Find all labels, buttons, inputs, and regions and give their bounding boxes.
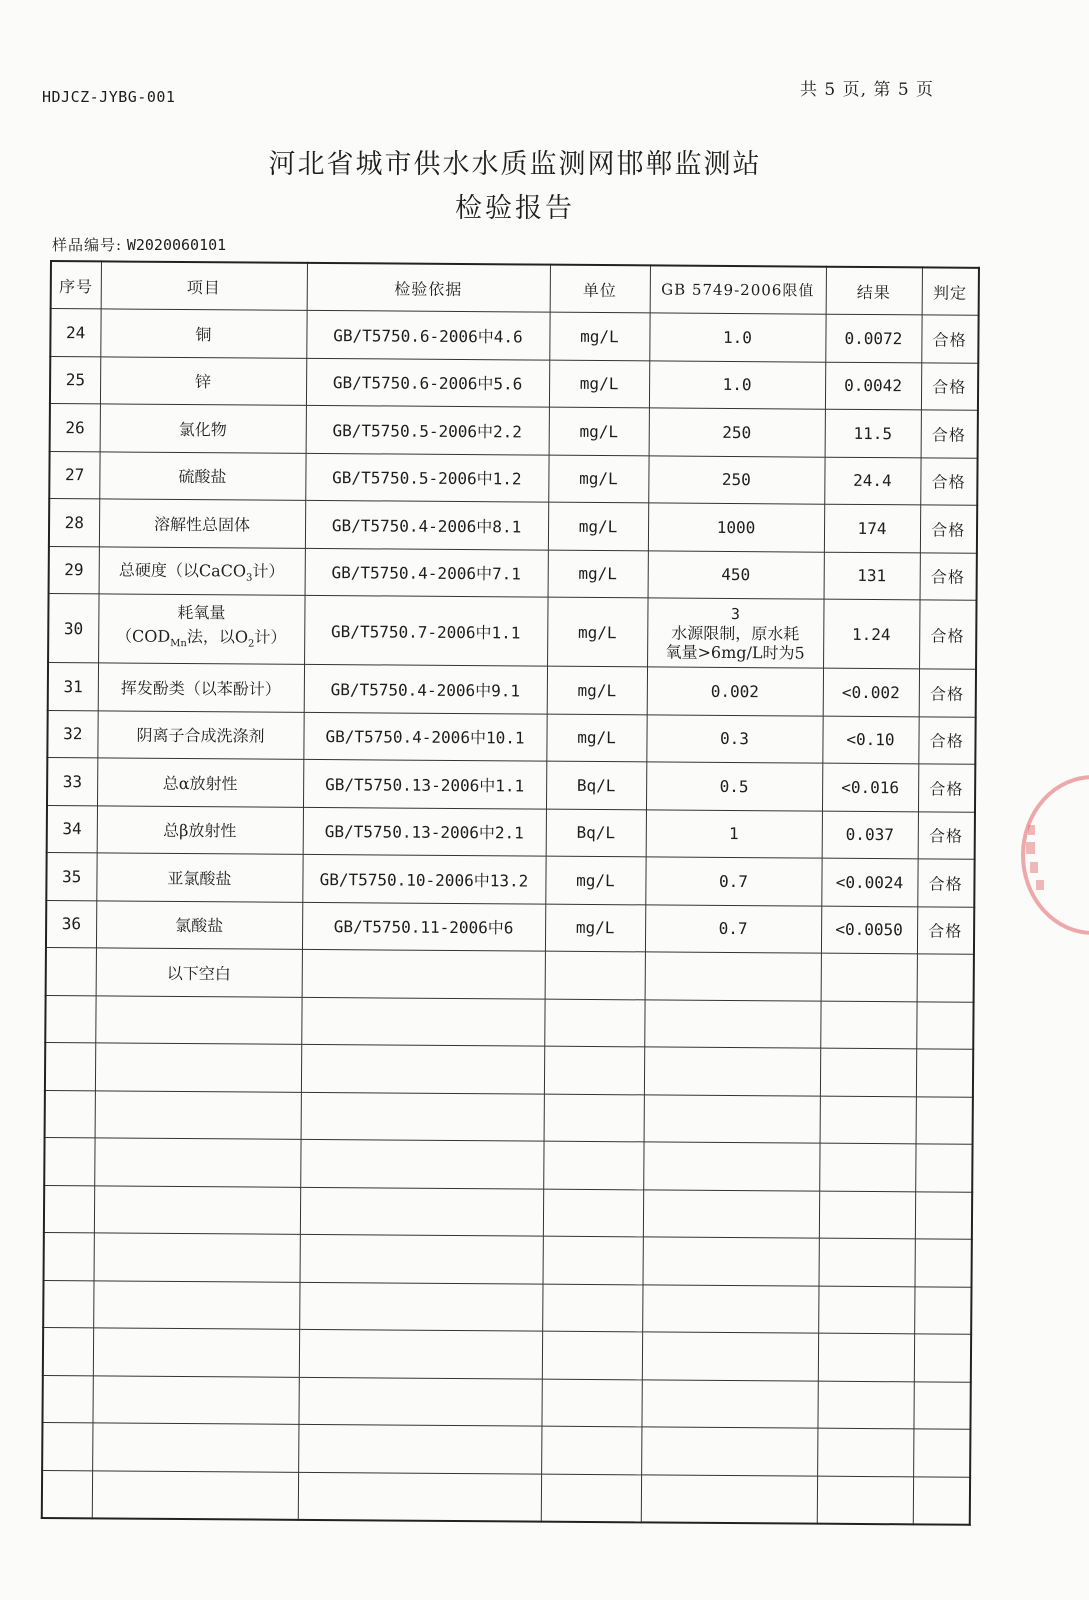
row-index: 34 — [47, 805, 97, 853]
row-judgement: 合格 — [921, 410, 978, 458]
row-item — [99, 546, 305, 595]
blank-cell — [92, 1470, 298, 1520]
blank-cell — [298, 1377, 541, 1426]
table-row — [49, 546, 977, 600]
row-index: 28 — [49, 499, 99, 547]
row-item: 锌 — [100, 356, 306, 405]
row-item: 挥发酚类（以苯酚计） — [98, 663, 304, 712]
blank-cell — [95, 1043, 301, 1092]
sample-number — [52, 234, 226, 255]
row-limit: 0.7 — [645, 904, 821, 953]
row-judgement: 合格 — [918, 764, 975, 812]
row-judgement: 合格 — [917, 859, 974, 907]
blank-cell — [543, 1236, 643, 1284]
blank-cell — [545, 951, 645, 999]
blank-cell — [917, 954, 974, 1002]
seal-mark — [1030, 862, 1038, 873]
row-unit: mg/L — [549, 360, 649, 408]
row-unit: mg/L — [547, 597, 648, 667]
blank-cell — [300, 1139, 543, 1188]
row-result: 0.0042 — [825, 362, 921, 410]
item-line: 耗氧量 — [177, 603, 226, 623]
row-judgement: 合格 — [918, 811, 975, 859]
row-unit: mg/L — [546, 714, 646, 762]
empty-row — [43, 1280, 971, 1334]
results-table — [41, 260, 980, 1526]
table-row — [47, 710, 975, 764]
blank-cell — [914, 1239, 971, 1287]
empty-row — [42, 1422, 970, 1476]
blank-cell — [913, 1429, 970, 1477]
row-index: 26 — [50, 404, 100, 452]
table-row — [49, 451, 977, 505]
blank-cell — [914, 1334, 971, 1382]
empty-row — [43, 1327, 971, 1381]
blank-cell — [544, 999, 644, 1047]
row-index: 29 — [49, 546, 99, 594]
seal-ring — [1023, 777, 1089, 933]
blank-cell — [818, 1333, 914, 1381]
blank-cell — [641, 1379, 817, 1428]
blank-cell — [820, 1096, 916, 1144]
row-item: 硫酸盐 — [99, 451, 305, 500]
blank-cell — [46, 947, 96, 995]
row-item: 氯化物 — [100, 404, 306, 453]
row-limit: 0.7 — [645, 857, 821, 906]
row-basis: GB/T5750.5-2006中1.2 — [305, 453, 548, 502]
row-unit: Bq/L — [546, 809, 646, 857]
row-limit: 0.5 — [646, 762, 822, 811]
item-text: 计） — [252, 561, 285, 581]
empty-row — [42, 1470, 970, 1525]
item-text: （COD — [115, 626, 171, 647]
row-result: 0.0072 — [825, 314, 921, 362]
row-limit: 1000 — [648, 503, 824, 552]
row-limit: 1 — [646, 809, 822, 858]
blank-cell — [92, 1375, 298, 1424]
row-item — [98, 594, 305, 665]
header-basis: 检验依据 — [307, 263, 550, 312]
limit-line: 3 — [730, 604, 741, 623]
header-unit: 单位 — [550, 265, 650, 313]
blank-cell — [644, 1047, 820, 1096]
blank-cell — [42, 1470, 92, 1518]
blank-cell — [542, 1331, 642, 1379]
item-text: 计） — [254, 627, 287, 648]
blank-cell — [644, 999, 820, 1048]
item-subscript: Mn — [170, 638, 187, 650]
blank-cell — [819, 1143, 915, 1191]
row-item: 总α放射性 — [97, 758, 303, 807]
row-index: 32 — [47, 710, 97, 758]
row-result: 11.5 — [825, 409, 921, 457]
blank-cell — [93, 1280, 299, 1329]
blank-cell — [915, 1144, 972, 1192]
empty-row — [45, 995, 973, 1049]
blank-cell — [299, 1329, 542, 1378]
header-item: 项目 — [101, 261, 307, 310]
row-limit: 250 — [649, 408, 825, 457]
header-result: 结果 — [826, 267, 922, 315]
row-item: 铜 — [100, 309, 306, 358]
row-unit: mg/L — [548, 550, 648, 598]
row-basis: GB/T5750.7-2006中1.1 — [304, 595, 547, 666]
row-result: 0.037 — [822, 811, 918, 859]
table-row — [46, 900, 974, 954]
limit-line: 氧量>6mg/L时为5 — [665, 642, 805, 663]
table-row — [50, 404, 978, 458]
table-row — [50, 309, 978, 363]
item-subscript: 2 — [247, 639, 255, 651]
row-limit: 250 — [648, 455, 824, 504]
blank-cell — [302, 949, 545, 998]
empty-row — [44, 1185, 972, 1239]
row-item: 氯酸盐 — [96, 900, 302, 949]
blank-cell — [915, 1191, 972, 1239]
blank-cell — [820, 1001, 916, 1049]
blank-cell — [819, 1238, 915, 1286]
table-row — [48, 662, 976, 716]
row-limit: 1.0 — [649, 360, 825, 409]
blank-cell — [43, 1280, 93, 1328]
blank-cell — [42, 1422, 92, 1470]
blank-cell — [821, 953, 917, 1001]
row-result: <0.0024 — [821, 858, 917, 906]
seal-outer-ring — [1023, 777, 1089, 933]
row-judgement: 合格 — [919, 669, 976, 717]
row-item: 阴离子合成洗涤剂 — [97, 710, 303, 759]
blank-cell — [543, 1189, 643, 1237]
blank-cell — [819, 1191, 915, 1239]
blank-cell — [544, 1094, 644, 1142]
seal-mark — [1028, 825, 1035, 835]
item-subscript: 3 — [246, 572, 253, 584]
empty-row — [45, 1042, 973, 1096]
blank-cell — [916, 1049, 973, 1097]
seal-marks — [1026, 825, 1044, 890]
blank-cell — [644, 1094, 820, 1143]
blank-cell — [645, 952, 821, 1001]
table-row — [47, 757, 975, 811]
blank-cell — [300, 1234, 543, 1283]
blank-cell — [817, 1428, 913, 1476]
row-judgement: 合格 — [917, 906, 974, 954]
row-result: <0.002 — [823, 668, 919, 716]
row-unit: Bq/L — [546, 761, 646, 809]
blank-cell — [641, 1474, 817, 1523]
row-index: 27 — [49, 451, 99, 499]
table-row — [49, 499, 977, 553]
row-basis: GB/T5750.13-2006中1.1 — [303, 759, 546, 808]
row-judgement: 合格 — [920, 552, 977, 600]
blank-cell — [301, 1044, 544, 1093]
blank-cell — [94, 1138, 300, 1187]
blank-cell — [914, 1286, 971, 1334]
blank-cell — [913, 1476, 970, 1524]
row-limit: 450 — [648, 550, 824, 599]
row-limit: 0.3 — [646, 714, 822, 763]
table-row — [48, 593, 976, 669]
row-basis: GB/T5750.10-2006中13.2 — [302, 854, 545, 903]
blank-cell — [45, 1090, 95, 1138]
row-judgement: 合格 — [919, 600, 977, 669]
blank-note-row — [46, 947, 974, 1001]
blank-cell — [641, 1427, 817, 1476]
row-limit — [647, 598, 824, 668]
row-unit: mg/L — [545, 856, 645, 904]
row-basis: GB/T5750.11-2006中6 — [302, 902, 545, 951]
blank-cell — [300, 1187, 543, 1236]
blank-cell — [301, 1092, 544, 1141]
row-unit: mg/L — [545, 904, 645, 952]
row-index: 36 — [46, 900, 96, 948]
blank-cell — [642, 1332, 818, 1381]
seal-mark — [1026, 842, 1035, 854]
row-index: 33 — [47, 757, 97, 805]
row-index: 24 — [50, 309, 100, 357]
row-result: <0.0050 — [821, 906, 917, 954]
blank-cell — [541, 1379, 641, 1427]
blank-cell — [45, 1042, 95, 1090]
row-index: 31 — [48, 662, 98, 710]
report-subtitle: 检验报告 — [455, 193, 575, 224]
document-code: HDJCZ-JYBG-001 — [42, 88, 176, 106]
blank-cell — [541, 1474, 641, 1523]
row-index: 35 — [46, 852, 96, 900]
seal-stamp-icon — [1018, 770, 1089, 940]
empty-row — [42, 1375, 970, 1429]
blank-cell — [544, 1046, 644, 1094]
blank-cell — [542, 1284, 642, 1332]
row-basis: GB/T5750.6-2006中5.6 — [306, 358, 549, 407]
blank-cell — [643, 1142, 819, 1191]
blank-note: 以下空白 — [96, 948, 302, 997]
item-line — [101, 625, 302, 658]
row-item: 溶解性总固体 — [99, 499, 305, 548]
blank-cell — [820, 1048, 916, 1096]
blank-cell — [916, 1001, 973, 1049]
blank-cell — [817, 1381, 913, 1429]
row-basis: GB/T5750.6-2006中4.6 — [306, 310, 549, 359]
blank-cell — [95, 995, 301, 1044]
blank-cell — [298, 1472, 541, 1522]
row-index: 25 — [50, 356, 100, 404]
blank-cell — [301, 997, 544, 1046]
blank-cell — [95, 1090, 301, 1139]
blank-cell — [94, 1185, 300, 1234]
blank-cell — [817, 1476, 913, 1525]
row-item: 亚氯酸盐 — [96, 853, 302, 902]
blank-cell — [541, 1426, 641, 1474]
table-header-row — [51, 261, 979, 315]
blank-cell — [92, 1423, 298, 1472]
row-index: 30 — [48, 593, 99, 662]
row-judgement: 合格 — [921, 315, 978, 363]
row-basis: GB/T5750.4-2006中10.1 — [303, 712, 546, 761]
row-unit: mg/L — [547, 666, 647, 714]
header-index: 序号 — [51, 261, 101, 309]
table-row — [46, 852, 974, 906]
row-result: 24.4 — [824, 457, 920, 505]
table-row — [50, 356, 978, 410]
row-item: 总β放射性 — [97, 805, 303, 854]
empty-row — [44, 1137, 972, 1191]
row-result: 1.24 — [823, 599, 920, 669]
row-judgement: 合格 — [920, 505, 977, 553]
table-row — [47, 805, 975, 859]
blank-cell — [642, 1284, 818, 1333]
blank-cell — [818, 1286, 914, 1334]
row-unit: mg/L — [548, 502, 648, 550]
blank-cell — [94, 1233, 300, 1282]
row-result: <0.10 — [822, 716, 918, 764]
blank-cell — [42, 1375, 92, 1423]
blank-cell — [298, 1424, 541, 1473]
row-unit: mg/L — [548, 455, 648, 503]
empty-row — [45, 1090, 973, 1144]
blank-cell — [299, 1282, 542, 1331]
blank-cell — [643, 1237, 819, 1286]
blank-cell — [44, 1185, 94, 1233]
row-result: 131 — [824, 552, 920, 600]
blank-cell — [44, 1137, 94, 1185]
blank-cell — [93, 1328, 299, 1377]
row-basis: GB/T5750.4-2006中7.1 — [305, 548, 548, 597]
row-result: 174 — [824, 504, 920, 552]
row-unit: mg/L — [549, 407, 649, 455]
sample-number-value: W2020060101 — [126, 236, 227, 254]
item-text: 总硬度（以CaCO — [118, 560, 247, 581]
blank-cell — [913, 1381, 970, 1429]
row-basis: GB/T5750.5-2006中2.2 — [306, 405, 549, 454]
blank-cell — [643, 1189, 819, 1238]
blank-cell — [916, 1096, 973, 1144]
row-basis: GB/T5750.13-2006中2.1 — [303, 807, 546, 856]
report-title: 河北省城市供水水质监测网邯郸监测站 — [268, 149, 762, 180]
row-judgement: 合格 — [918, 716, 975, 764]
row-judgement: 合格 — [921, 362, 978, 410]
row-unit: mg/L — [549, 312, 649, 360]
blank-cell — [43, 1327, 93, 1375]
page-info: 共 5 页, 第 5 页 — [800, 80, 935, 100]
row-judgement: 合格 — [920, 457, 977, 505]
row-result: <0.016 — [822, 763, 918, 811]
header-limit: GB 5749-2006限值 — [650, 265, 826, 314]
header-judgement: 判定 — [922, 267, 979, 315]
sample-number-label: 样品编号: — [52, 236, 123, 254]
row-basis: GB/T5750.4-2006中8.1 — [305, 500, 548, 549]
blank-cell — [44, 1232, 94, 1280]
row-basis: GB/T5750.4-2006中9.1 — [304, 664, 547, 713]
blank-cell — [45, 995, 95, 1043]
seal-mark — [1036, 880, 1044, 890]
empty-row — [44, 1232, 972, 1286]
row-limit: 0.002 — [647, 667, 823, 716]
row-limit: 1.0 — [649, 313, 825, 362]
limit-line: 水源限制，原水耗 — [671, 623, 800, 644]
blank-cell — [543, 1141, 643, 1189]
item-text: 法，以O — [186, 627, 249, 647]
